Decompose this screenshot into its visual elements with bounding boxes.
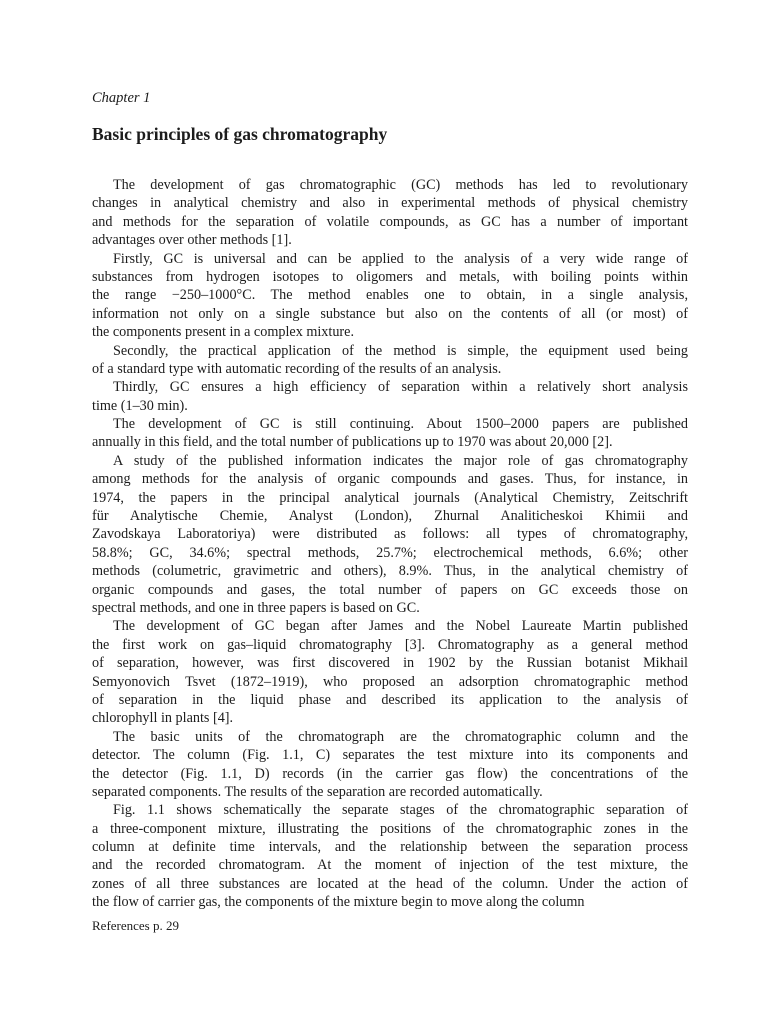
chapter-title: Basic principles of gas chromatography bbox=[92, 124, 388, 144]
paragraph-line: A study of the published information indicates the major role of gas chromatography bbox=[113, 452, 688, 469]
paragraph-line: zones of all three substances are located at the head of the column. Under the action of bbox=[92, 875, 688, 892]
paragraph-line: among methods for the analysis of organic compounds and gases. Thus, for instance, in bbox=[92, 471, 688, 488]
paragraph-line: the flow of carrier gas, the components of the mixture begin to move along the column bbox=[92, 894, 585, 911]
paragraph bbox=[92, 342, 688, 379]
paragraph-line: changes in analytical chemistry and also in experimental methods of physical chemistry bbox=[92, 195, 688, 212]
paragraph-line: information not only on a single substance but also on the contents of all (or most) of bbox=[92, 305, 688, 322]
page-content bbox=[92, 89, 688, 912]
paragraph-line: of a standard type with automatic recording of the results of an analysis. bbox=[92, 360, 502, 377]
footer-references: References p. 29 bbox=[92, 918, 179, 933]
body-text bbox=[92, 176, 688, 912]
paragraph-line: chlorophyll in plants [4]. bbox=[92, 710, 234, 727]
paragraph-line: Firstly, GC is universal and can be applied to the analysis of a very wide range of bbox=[113, 250, 688, 267]
paragraph-line: spectral methods, and one in three papers is based on GC. bbox=[92, 599, 420, 616]
paragraph-line: Zavodskaya Laboratoriya) were distributed as follows: all types of chromatography, bbox=[92, 526, 688, 543]
paragraph-line: and the recorded chromatogram. At the moment of injection of the test mixture, the bbox=[92, 857, 688, 874]
paragraph-line: methods (columetric, gravimetric and others), 8.9%. Thus, in the analytical chemistry of bbox=[92, 563, 688, 580]
paragraph bbox=[92, 415, 688, 452]
paragraph-line: and methods for the separation of volatile compounds, as GC has a number of important bbox=[92, 213, 688, 230]
paragraph-line: substances from hydrogen isotopes to oligomers and metals, with boiling points within bbox=[92, 268, 688, 285]
paragraph-line: annually in this field, and the total number of publications up to 1970 was about 20,000 [2]. bbox=[92, 434, 613, 451]
paragraph bbox=[92, 728, 688, 802]
paragraph-line: Fig. 1.1 shows schematically the separate stages of the chromatographic separation of bbox=[113, 802, 688, 819]
paragraph-line: für Analytische Chemie, Analyst (London), Zhurnal Analiticheskoi Khimii and bbox=[92, 508, 688, 525]
paragraph bbox=[92, 617, 688, 727]
paragraph-line: the range −250–1000°C. The method enables one to obtain, in a single analysis, bbox=[92, 287, 688, 304]
paragraph-line: advantages over other methods [1]. bbox=[92, 232, 292, 249]
paragraph-line: Semyonovich Tsvet (1872–1919), who proposed an adsorption chromatographic method bbox=[92, 673, 688, 690]
paragraph bbox=[92, 452, 688, 618]
paragraph-line: The basic units of the chromatograph are the chromatographic column and the bbox=[113, 728, 688, 745]
paragraph-line: a three-component mixture, illustrating the positions of the chromatographic zones in the bbox=[92, 820, 688, 837]
paragraph-line: the first work on gas–liquid chromatography [3]. Chromatography as a general method bbox=[92, 636, 688, 653]
paragraph-line: The development of gas chromatographic (GC) methods has led to revolutionary bbox=[113, 177, 688, 193]
paragraph-line: The development of GC began after James and the Nobel Laureate Martin published bbox=[113, 618, 688, 635]
paragraph-line: time (1–30 min). bbox=[92, 397, 188, 414]
paragraph-line: of separation in the liquid phase and described its application to the analysis of bbox=[92, 691, 688, 708]
paragraph-line: the detector (Fig. 1.1, D) records (in the carrier gas flow) the concentrations of the bbox=[92, 765, 688, 782]
chapter-label: Chapter 1 bbox=[92, 90, 151, 106]
paragraph-line: organic compounds and gases, the total number of papers on GC exceeds those on bbox=[92, 581, 688, 598]
paragraph bbox=[92, 250, 688, 342]
paragraph-line: column at definite time intervals, and the relationship between the separation process bbox=[92, 839, 688, 856]
paragraph-line: Secondly, the practical application of the method is simple, the equipment used being bbox=[113, 342, 688, 359]
paragraph-line: 1974, the papers in the principal analytical journals (Analytical Chemistry, Zeitschrift bbox=[92, 489, 688, 506]
paragraph-line: Thirdly, GC ensures a high efficiency of separation within a relatively short analysis bbox=[113, 379, 688, 396]
paragraph-line: 58.8%; GC, 34.6%; spectral methods, 25.7%; electrochemical methods, 6.6%; other bbox=[92, 544, 688, 561]
paragraph bbox=[92, 176, 688, 250]
paragraph-line: The development of GC is still continuing. About 1500–2000 papers are published bbox=[113, 416, 688, 433]
paragraph-line: detector. The column (Fig. 1.1, C) separates the test mixture into its components and bbox=[92, 747, 688, 764]
paragraph bbox=[92, 801, 688, 911]
paragraph-line: of separation, however, was first discovered in 1902 by the Russian botanist Mikhail bbox=[92, 655, 688, 672]
paragraph bbox=[92, 378, 688, 415]
paragraph-line: the components present in a complex mixture. bbox=[92, 324, 355, 341]
paragraph-line: separated components. The results of the separation are recorded automatically. bbox=[92, 783, 543, 800]
